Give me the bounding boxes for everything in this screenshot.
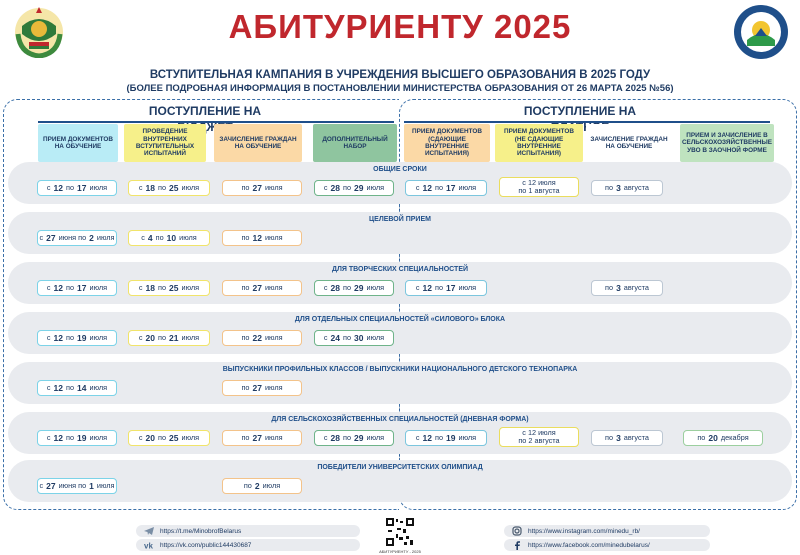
footer-vk[interactable] <box>136 539 360 551</box>
date-chip-a: 27 <box>46 232 56 243</box>
date-chip-post: июля <box>179 233 197 243</box>
date-chip-b: 29 <box>354 432 364 443</box>
date-chip-a: 12 <box>53 432 64 443</box>
date-chip-post: июля <box>366 283 385 293</box>
vk-icon <box>144 540 154 550</box>
date-chip-mid: по <box>158 333 167 343</box>
column-header-1: ПРИЕМ ДОКУМЕНТОВ НА ОБУЧЕНИЕ <box>38 124 118 162</box>
date-chip-b: 27 <box>252 432 262 443</box>
date-chip-pre: с <box>415 433 420 443</box>
date-chip <box>405 280 487 296</box>
date-chip-a: 12 <box>422 182 433 193</box>
date-chip-a: 18 <box>145 282 156 293</box>
date-chip-a: 20 <box>145 332 156 343</box>
date-chip <box>37 330 117 346</box>
separator-dot: ⁝ <box>398 256 401 262</box>
date-chip-b: 19 <box>446 432 456 443</box>
date-chip-mid: по <box>343 333 352 343</box>
date-chip-mid: по <box>241 333 250 343</box>
separator-dot: ⁝ <box>398 455 401 461</box>
separator-dot: ⁝ <box>398 406 401 412</box>
date-chip-post: декабря <box>720 433 749 443</box>
date-chip-b: 19 <box>77 432 87 443</box>
date-chip-pre: с <box>138 183 143 193</box>
date-chip-post: июля <box>366 433 385 443</box>
date-chip-post: июля <box>458 433 477 443</box>
date-chip-post: июля <box>458 183 477 193</box>
date-chip <box>314 430 394 446</box>
date-chip-mid: июня по <box>58 481 87 491</box>
separator-dot: ⁝ <box>398 306 401 312</box>
date-chip-a: 24 <box>330 332 341 343</box>
date-chip-mid: по <box>66 433 75 443</box>
date-chip-mid: по <box>66 383 75 393</box>
date-chip-pre: с <box>46 333 51 343</box>
separator-dot: ⁝ <box>398 206 401 212</box>
date-chip <box>591 180 663 196</box>
date-chip-pre: с <box>138 333 143 343</box>
date-chip <box>405 180 487 196</box>
qr-code-icon <box>385 517 415 547</box>
date-chip <box>499 427 579 447</box>
date-chip-mid: по <box>605 433 614 443</box>
date-chip-b: 2 <box>254 480 260 491</box>
date-chip-b: 12 <box>252 232 262 243</box>
date-chip-pre: с <box>323 283 328 293</box>
date-chip-b: 17 <box>446 182 456 193</box>
date-chip-mid: по <box>241 283 250 293</box>
date-chip-mid: по <box>241 433 250 443</box>
date-chip <box>499 177 579 197</box>
date-chip-b: 3 <box>616 182 621 193</box>
date-chip-post: июля <box>181 333 200 343</box>
date-chip <box>222 230 302 246</box>
date-chip-b: 25 <box>169 282 179 293</box>
date-chip <box>128 430 210 446</box>
date-chip-pre: с <box>415 283 420 293</box>
date-chip-a: 12 <box>422 282 433 293</box>
date-chip-b: 29 <box>354 182 364 193</box>
date-chip-post: июля <box>262 481 281 491</box>
qr-caption: АБИТУРИЕНТУ - 2025 <box>379 549 421 554</box>
column-header-8: ПРИЕМ И ЗАЧИСЛЕНИЕ В СЕЛЬСКОХОЗЯЙСТВЕННЫЕ УВО В ЗАОЧНОЙ ФОРМЕ <box>680 124 774 162</box>
footer-vk-link[interactable]: https://vk.com/public144430687 <box>160 541 252 549</box>
date-chip-line: с 12 июля <box>522 177 556 187</box>
date-chip-b: 27 <box>252 382 262 393</box>
date-chip-b: 25 <box>169 182 179 193</box>
date-chip-b: 27 <box>252 282 262 293</box>
date-chip <box>314 330 394 346</box>
date-chip-mid: по <box>435 183 444 193</box>
date-chip-mid: по <box>155 233 164 243</box>
row-label: ДЛЯ СЕЛЬСКОХОЗЯЙСТВЕННЫХ СПЕЦИАЛЬНОСТЕЙ (ДНЕВНАЯ ФОРМА) <box>271 416 529 423</box>
column-header-5: ПРИЕМ ДОКУМЕНТОВ (СДАЮЩИЕ ВНУТРЕННИЕ ИСПЫТАНИЯ) <box>404 124 490 162</box>
date-chip-pre: с <box>46 383 51 393</box>
date-chip-post: июля <box>181 183 200 193</box>
column-header-7: ЗАЧИСЛЕНИЕ ГРАЖДАН НА ОБУЧЕНИЕ <box>586 124 672 162</box>
section-title-budget: ПОСТУПЛЕНИЕ НА <box>130 103 280 119</box>
date-chip-pre: с <box>46 433 51 443</box>
date-chip <box>128 230 210 246</box>
date-chip <box>314 180 394 196</box>
date-chip-post: июля <box>264 333 283 343</box>
date-chip <box>222 380 302 396</box>
footer-facebook[interactable] <box>504 539 710 551</box>
date-chip-mid: по <box>66 283 75 293</box>
date-chip-mid: по <box>158 183 167 193</box>
date-chip <box>128 330 210 346</box>
date-chip-a: 12 <box>53 332 64 343</box>
date-chip-a: 20 <box>145 432 156 443</box>
date-chip-mid: по <box>343 283 352 293</box>
date-chip-mid: по <box>241 383 250 393</box>
telegram-icon <box>144 526 154 536</box>
date-chip <box>683 430 763 446</box>
date-chip-pre: с <box>138 433 143 443</box>
date-chip-pre: с <box>323 183 328 193</box>
date-chip-a: 27 <box>46 480 56 491</box>
page-subtitle-note: (БОЛЕЕ ПОДРОБНАЯ ИНФОРМАЦИЯ В ПОСТАНОВЛЕНИИ МИНИСТЕРСТВА ОБРАЗОВАНИЯ ОТ 26 МАРТА 2025 №56) <box>126 83 674 94</box>
date-chip-post: июля <box>96 481 115 491</box>
column-header-4: ДОПОЛНИТЕЛЬНЫЙ НАБОР <box>313 124 397 162</box>
date-chip-post: июля <box>264 233 283 243</box>
date-chip-pre: с <box>138 283 143 293</box>
column-header-3: ЗАЧИСЛЕНИЕ ГРАЖДАН НА ОБУЧЕНИЕ <box>214 124 302 162</box>
date-chip-post: июля <box>366 183 385 193</box>
date-chip-b: 14 <box>77 382 87 393</box>
date-chip-b: 21 <box>169 332 179 343</box>
date-chip-b: 3 <box>616 432 621 443</box>
date-chip <box>591 430 663 446</box>
date-chip-a: 28 <box>330 432 341 443</box>
date-chip-b: 3 <box>616 282 621 293</box>
section-title-paid: ПОСТУПЛЕНИЕ НА <box>500 103 660 119</box>
row-label: ПОБЕДИТЕЛИ УНИВЕРСИТЕТСКИХ ОЛИМПИАД <box>317 464 483 471</box>
date-chip-mid: по <box>605 183 614 193</box>
date-chip <box>37 230 117 246</box>
date-chip-mid: по <box>241 183 250 193</box>
row-label: ВЫПУСКНИКИ ПРОФИЛЬНЫХ КЛАССОВ / ВЫПУСКНИКИ НАЦИОНАЛЬНОГО ДЕТСКОГО ТЕХНОПАРКА <box>222 366 578 373</box>
date-chip-b: 20 <box>708 432 718 443</box>
date-chip-post: июля <box>264 283 283 293</box>
footer-instagram-link[interactable]: https://www.instagram.com/minedu_rb/ <box>528 527 640 535</box>
date-chip <box>37 180 117 196</box>
date-chip-b: 17 <box>77 182 87 193</box>
column-header-2: ПРОВЕДЕНИЕ ВНУТРЕННИХ ВСТУПИТЕЛЬНЫХ ИСПЫТАНИЙ <box>124 124 206 162</box>
date-chip <box>37 430 117 446</box>
date-chip <box>405 430 487 446</box>
date-chip <box>128 180 210 196</box>
date-chip-pre: с <box>141 233 145 243</box>
date-chip-pre: с <box>46 183 51 193</box>
date-chip-mid: по <box>241 233 250 243</box>
separator-dot: ⁝ <box>398 356 401 362</box>
date-chip-a: 12 <box>422 432 433 443</box>
date-chip-b: 17 <box>446 282 456 293</box>
date-chip-a: 4 <box>147 232 153 243</box>
date-chip-post: июля <box>264 183 283 193</box>
date-chip-b: 27 <box>252 182 262 193</box>
column-header-6: ПРИЕМ ДОКУМЕНТОВ (НЕ СДАЮЩИЕ ВНУТРЕННИЕ ИСПЫТАНИЯ) <box>495 124 583 162</box>
date-chip-post: июля <box>96 233 115 243</box>
date-chip <box>591 280 663 296</box>
date-chip-a: 12 <box>53 282 64 293</box>
date-chip-mid: по <box>66 333 75 343</box>
date-chip-mid: по <box>697 433 706 443</box>
date-chip-b: 19 <box>77 332 87 343</box>
date-chip-b: 25 <box>169 432 179 443</box>
date-chip-b: 17 <box>77 282 87 293</box>
date-chip-a: 28 <box>330 182 341 193</box>
date-chip-mid: июня по <box>58 233 87 243</box>
date-chip-pre: с <box>415 183 420 193</box>
date-chip-post: июля <box>89 433 108 443</box>
date-chip-post: июля <box>89 183 108 193</box>
instagram-icon <box>512 526 522 536</box>
row-label: ОБЩИЕ СРОКИ <box>373 166 427 173</box>
date-chip-post: июля <box>264 383 283 393</box>
date-chip-post: августа <box>623 433 649 443</box>
date-chip-post: июля <box>181 433 200 443</box>
date-chip <box>222 430 302 446</box>
date-chip <box>222 478 302 494</box>
date-chip <box>222 180 302 196</box>
footer-instagram[interactable] <box>504 525 710 537</box>
row-label: ДЛЯ ОТДЕЛЬНЫХ СПЕЦИАЛЬНОСТЕЙ «СИЛОВОГО» БЛОКА <box>294 316 506 323</box>
date-chip-post: июля <box>458 283 477 293</box>
date-chip-mid: по <box>605 283 614 293</box>
footer-telegram[interactable] <box>136 525 360 537</box>
date-chip-post: июля <box>89 283 108 293</box>
date-chip-b: 29 <box>354 282 364 293</box>
date-chip-line: с 12 июля <box>522 427 556 437</box>
date-chip-line: по 2 августа <box>518 436 560 445</box>
date-chip-mid: по <box>243 481 252 491</box>
date-chip <box>37 280 117 296</box>
row-label: ДЛЯ ТВОРЧЕСКИХ СПЕЦИАЛЬНОСТЕЙ <box>331 266 469 273</box>
date-chip-b: 10 <box>166 232 177 243</box>
date-chip-mid: по <box>158 433 167 443</box>
date-chip <box>128 280 210 296</box>
date-chip-mid: по <box>158 283 167 293</box>
date-chip-a: 18 <box>145 182 156 193</box>
date-chip-post: августа <box>623 183 649 193</box>
date-chip-pre: с <box>39 233 44 243</box>
row-label: ЦЕЛЕВОЙ ПРИЕМ <box>369 216 431 223</box>
date-chip-post: июля <box>89 383 108 393</box>
section-underline-budget <box>38 121 394 123</box>
date-chip-a: 28 <box>330 282 341 293</box>
date-chip-pre: с <box>323 433 328 443</box>
date-chip-post: июля <box>264 433 283 443</box>
date-chip-post: июля <box>89 333 108 343</box>
date-chip-mid: по <box>343 433 352 443</box>
date-chip-pre: с <box>323 333 328 343</box>
date-chip-pre: с <box>39 481 44 491</box>
page-subtitle: ВСТУПИТЕЛЬНАЯ КАМПАНИЯ В УЧРЕЖДЕНИЯ ВЫСШЕГО ОБРАЗОВАНИЯ В 2025 ГОДУ <box>149 69 651 81</box>
date-chip-b: 30 <box>354 332 364 343</box>
date-chip <box>222 280 302 296</box>
date-chip-post: июля <box>181 283 200 293</box>
date-chip <box>222 330 302 346</box>
date-chip-b: 22 <box>252 332 262 343</box>
date-chip <box>314 280 394 296</box>
footer-telegram-link[interactable]: https://t.me/MinobrofBelarus <box>160 527 242 535</box>
date-chip-mid: по <box>435 433 444 443</box>
date-chip-mid: по <box>343 183 352 193</box>
svg-text:vk: vk <box>144 541 153 550</box>
date-chip-pre: с <box>46 283 51 293</box>
date-chip-mid: по <box>66 183 75 193</box>
date-chip-b: 1 <box>89 480 94 491</box>
date-chip <box>37 380 117 396</box>
date-chip-a: 12 <box>53 182 64 193</box>
date-chip-mid: по <box>435 283 444 293</box>
footer-facebook-link[interactable]: https://www.facebook.com/minedubelarus/ <box>528 541 650 549</box>
date-chip <box>37 478 117 494</box>
date-chip-post: июля <box>366 333 385 343</box>
date-chip-b: 2 <box>89 232 94 243</box>
date-chip-post: августа <box>623 283 649 293</box>
date-chip-a: 12 <box>53 382 64 393</box>
page-title: АБИТУРИЕНТУ 2025 <box>228 8 572 45</box>
date-chip-line: по 1 августа <box>518 186 560 195</box>
section-underline-paid <box>404 121 770 123</box>
facebook-icon <box>512 540 522 550</box>
